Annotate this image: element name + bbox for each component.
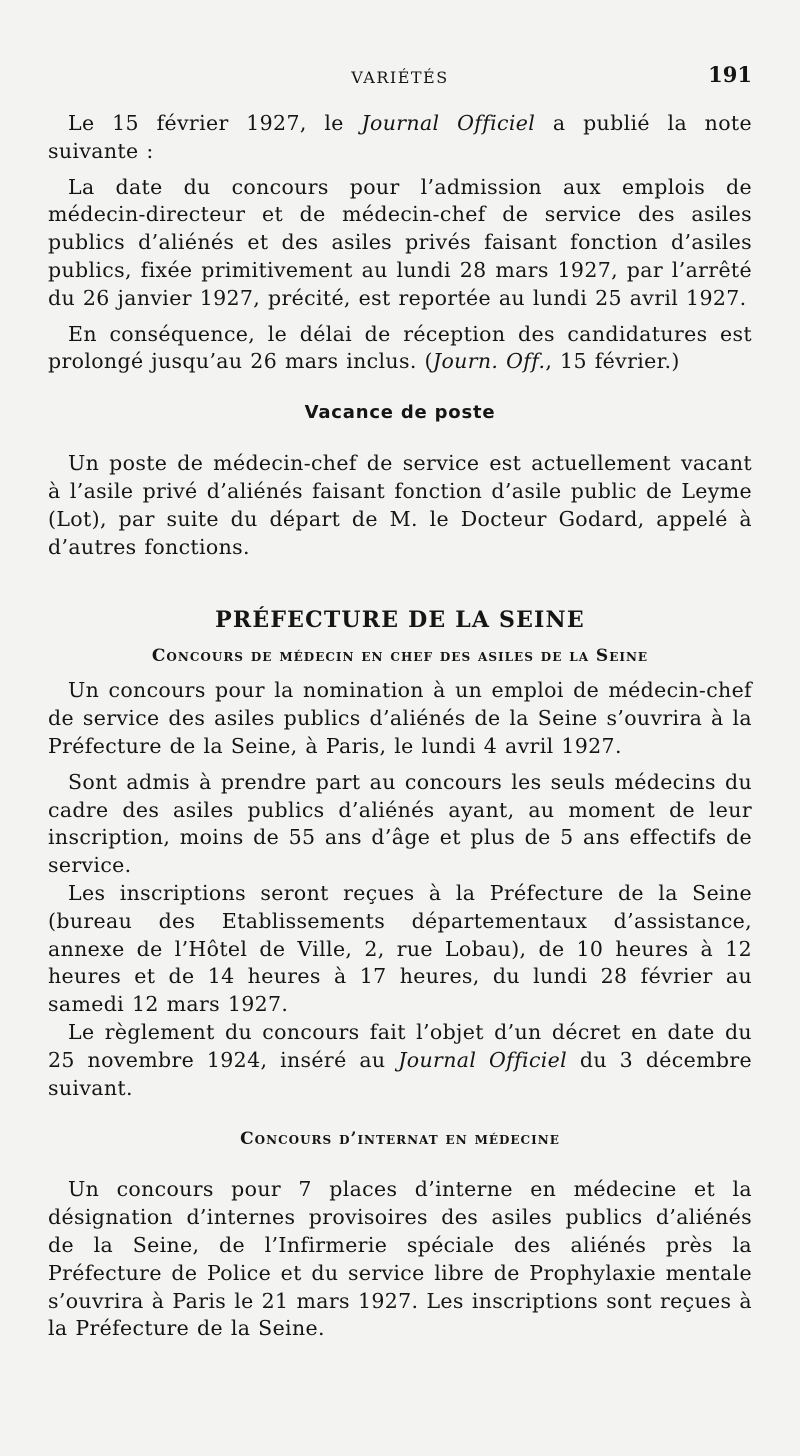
text-span: , 15 février.) [545, 349, 680, 374]
body-text [48, 110, 752, 1343]
paragraph-consequence [48, 321, 752, 377]
paragraph-concours-reglement [48, 1019, 752, 1102]
text-span: du 3 décembre suivant. [48, 1047, 752, 1100]
text-span: a publié la note suivante : [48, 111, 752, 163]
journal-title: Journal Officiel [361, 111, 536, 135]
subsection-title-internat: Concours d’internat en médecine [240, 1129, 560, 1150]
section-title-prefecture: PRÉFECTURE DE LA SEINE [215, 607, 585, 634]
paragraph-concours-inscriptions: Les inscriptions seront reçues à la Préfecture de la Seine (bureau des Etablissements départementaux d’assistance, annexe de l’Hôtel de Ville, 2, rue Lobau), de 10 heures à 12 heures et de 14 heures à 17 heures, du lundi 28 février au samedi 12 mars 1927. [48, 880, 752, 1017]
paragraph-note: La date du concours pour l’admission aux emplois de médecin-directeur et de médecin-chef de service des asiles publics d’aliénés et des asiles privés faisant fonction d’asiles publics, fixée primitivement au lundi 28 mars 1927, par l’arrêté du 26 janvier 1927, précité, est reportée au lundi 25 avril 1927. [48, 174, 752, 310]
subsection-title-concours-medecin: Concours de médecin en chef des asiles de la Seine [151, 646, 649, 667]
section-title-vacance: Vacance de poste [304, 402, 496, 424]
paragraph-intro [48, 110, 752, 166]
paragraph-concours-eligibility: Sont admis à prendre part au concours les seuls médecins du cadre des asiles publics d’aliénés ayant, au moment de leur inscription, moins de 55 ans d’âge et plus de 5 ans effectifs de service. [48, 769, 752, 878]
page-header [48, 62, 752, 92]
text-span: Le règlement du concours fait l’objet d’un décret en date du 25 novembre 1924, inséré au [48, 1019, 752, 1072]
paragraph-vacance: Un poste de médecin-chef de service est actuellement vacant à l’asile privé d’aliénés faisant fonction d’asile public de Leyme (Lot), par suite du départ de M. le Docteur Godard, appelé à d’autres fonctions. [48, 451, 752, 559]
running-title: VARIÉTÉS [351, 68, 449, 87]
page-number: 191 [708, 62, 752, 87]
journal-title: Journal Officiel [398, 1047, 568, 1072]
paragraph-internat: Un concours pour 7 places d’interne en médecine et la désignation d’internes provisoires des asiles publics d’aliénés de la Seine, de l’Infirmerie spéciale des aliénés près la Préfecture de Police et du service libre de Prophylaxie mentale s’ouvrira à Paris le 21 mars 1927. Les inscriptions sont reçues à la Préfecture de la Seine. [48, 1177, 752, 1341]
text-span: Le 15 février 1927, le [68, 111, 362, 135]
journal-abbrev: Journ. Off. [432, 349, 546, 374]
paragraph-concours-opening: Un concours pour la nomination à un emploi de médecin-chef de service des asiles publics d’aliénés de la Seine s’ouvrira à la Préfecture de la Seine, à Paris, le lundi 4 avril 1927. [48, 678, 752, 758]
text-span: En conséquence, le délai de réception des candidatures est prolongé jusqu’au 26 mars inclus. ( [48, 321, 752, 374]
